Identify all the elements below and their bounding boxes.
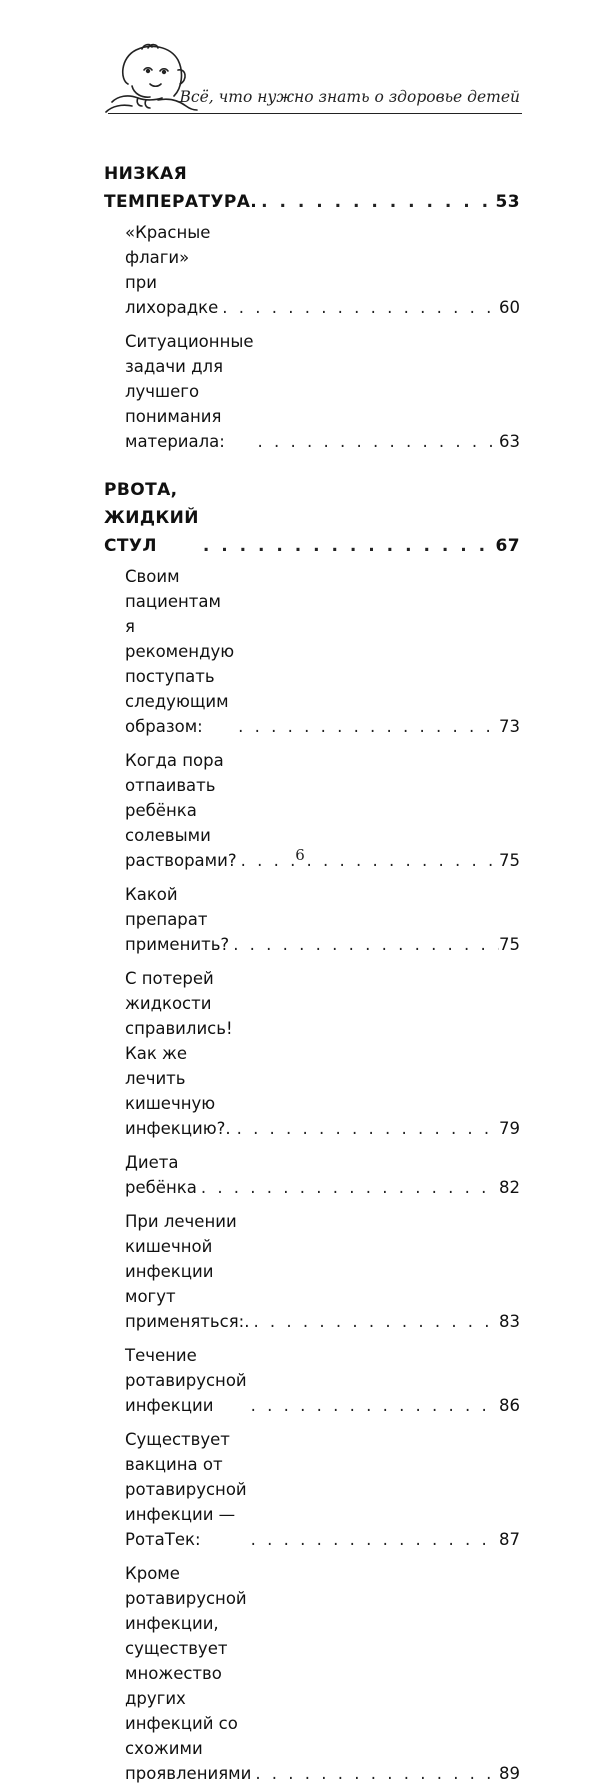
toc-entry-page: 73: [499, 717, 520, 736]
toc-entry-page: 63: [499, 432, 520, 451]
page-number: 6: [295, 846, 305, 864]
toc-entry-page: 83: [499, 1312, 520, 1331]
toc-chapter-title: РВОТА, ЖИДКИЙ СТУЛ: [104, 480, 199, 556]
toc-entry-page: 79: [499, 1119, 520, 1138]
toc-chapter-page: 53: [495, 192, 520, 212]
leader-dots: [218, 295, 499, 320]
toc-entry[interactable]: [125, 1209, 520, 1334]
toc-entry[interactable]: [125, 564, 520, 739]
toc-entry[interactable]: [125, 329, 520, 454]
toc-entry-title: Своим пациентам я рекомендую поступать следующим образом:: [125, 567, 235, 736]
toc-entry-title: При лечении кишечной инфекции могут применяться:.: [125, 1212, 250, 1331]
toc-chapter-row[interactable]: [104, 160, 520, 216]
toc-section: [104, 476, 520, 1786]
toc-entry-page: 60: [499, 298, 520, 317]
toc-entry[interactable]: [125, 1561, 520, 1786]
leader-dots: [234, 714, 499, 739]
toc-subentries: [104, 564, 520, 1786]
leader-dots: [249, 1309, 499, 1334]
toc-entry-page: 87: [499, 1530, 520, 1549]
toc-chapter-page: 67: [495, 536, 520, 556]
toc-entry-page: 75: [499, 851, 520, 870]
toc-entry-title: «Красные флаги» при лихорадке: [125, 223, 219, 317]
toc-entry-page: 75: [499, 935, 520, 954]
leader-dots: [251, 1761, 499, 1786]
toc-entry-title: Ситуационные задачи для лучшего понимания материала:: [125, 332, 254, 451]
toc-entry[interactable]: [125, 1150, 520, 1200]
running-header: [0, 0, 600, 130]
toc-entry-page: 86: [499, 1396, 520, 1415]
leader-dots: [254, 429, 499, 454]
toc-entry[interactable]: [125, 882, 520, 957]
running-header-title: Всё, что нужно знать о здоровье детей: [179, 88, 520, 106]
toc-entry-title: Кроме ротавирусной инфекции, существует множество других инфекций со схожими проявлениями: [125, 1564, 252, 1783]
toc-entry-title: Течение ротавирусной инфекции: [125, 1346, 247, 1415]
toc-entry-title: Диета ребёнка: [125, 1153, 197, 1197]
toc-entry[interactable]: [125, 1343, 520, 1418]
toc-chapter-row[interactable]: [104, 476, 520, 560]
leader-dots: [197, 1175, 499, 1200]
table-of-contents: [104, 160, 520, 1786]
toc-chapter-title: НИЗКАЯ ТЕМПЕРАТУРА.: [104, 164, 258, 212]
toc-entry[interactable]: [125, 1427, 520, 1552]
toc-entry-title: С потерей жидкости справились! Как же лечить кишечную инфекцию?.: [125, 969, 233, 1138]
header-rule: [108, 113, 522, 114]
toc-entry-title: Когда пора отпаивать ребёнка солевыми растворами?: [125, 751, 237, 870]
leader-dots: [233, 1116, 499, 1141]
toc-entry-page: 89: [499, 1764, 520, 1783]
leader-dots: [257, 188, 495, 216]
toc-entry[interactable]: [125, 220, 520, 320]
toc-entry-title: Существует вакцина от ротавирусной инфекции — РотаТек:: [125, 1430, 247, 1549]
leader-dots: [247, 1393, 499, 1418]
toc-entry-title: Какой препарат применить?: [125, 885, 230, 954]
toc-entry-page: 82: [499, 1178, 520, 1197]
baby-logo-icon: [98, 40, 198, 118]
leader-dots: [229, 932, 499, 957]
toc-subentries: [104, 220, 520, 454]
toc-section: [104, 160, 520, 454]
leader-dots: [247, 1527, 499, 1552]
toc-entry[interactable]: [125, 966, 520, 1141]
leader-dots: [199, 532, 496, 560]
